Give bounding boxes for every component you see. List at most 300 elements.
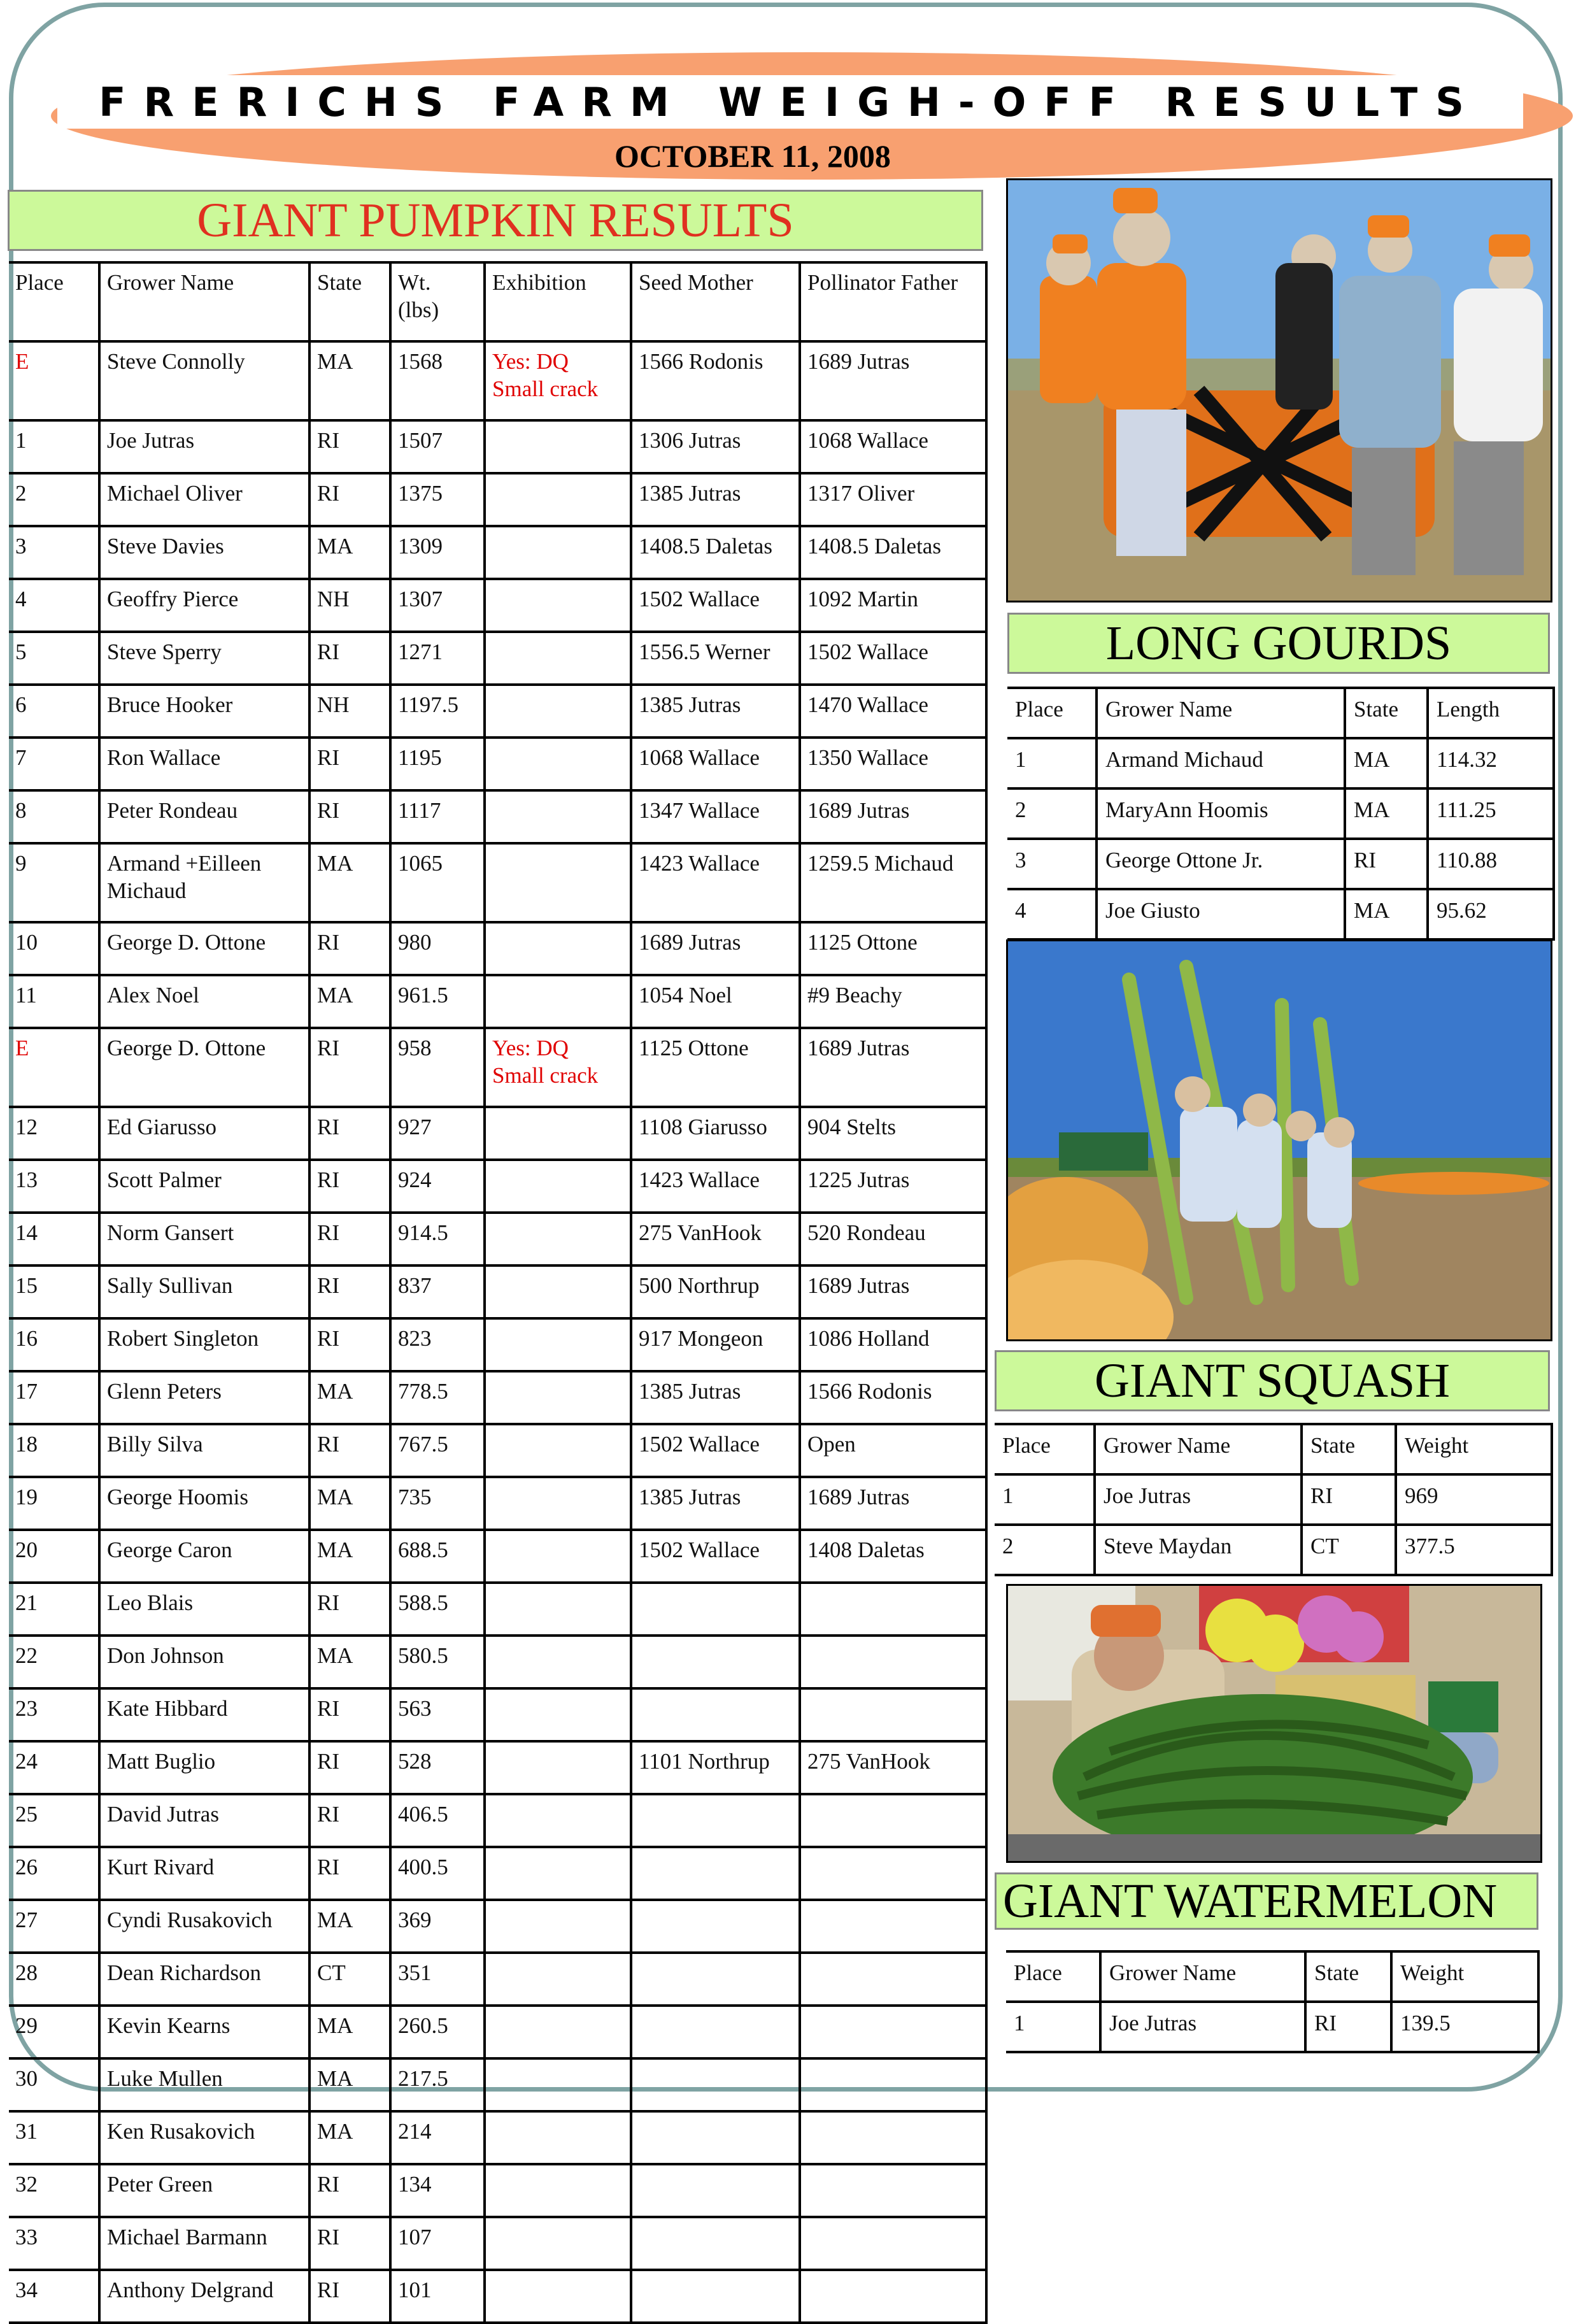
table-cell: 369 (390, 1900, 485, 1953)
table-cell: RI (309, 790, 390, 843)
table-row (9, 843, 986, 922)
table-cell: 1125 Ottone (631, 1028, 800, 1107)
table-cell (485, 685, 631, 738)
table-cell: Ron Wallace (99, 738, 309, 790)
table-cell: 1375 (390, 473, 485, 526)
table-row (9, 1371, 986, 1424)
table-cell: E (9, 1028, 99, 1107)
table-row (9, 1107, 986, 1160)
table-cell: 588.5 (390, 1583, 485, 1636)
table-cell: 924 (390, 1160, 485, 1213)
table-cell: #9 Beachy (800, 975, 986, 1028)
table-cell: CT (1302, 1525, 1396, 1575)
table-cell: RI (309, 1213, 390, 1265)
table-cell: 904 Stelts (800, 1107, 986, 1160)
table-cell (485, 1477, 631, 1530)
table-cell: MA (309, 526, 390, 579)
table-row (9, 1318, 986, 1371)
table-cell: 1101 Northrup (631, 1741, 800, 1794)
table-cell (485, 473, 631, 526)
table-cell: Joe Jutras (1095, 1474, 1302, 1525)
table-cell (631, 2270, 800, 2323)
table-row (9, 1583, 986, 1636)
table-row (9, 685, 986, 738)
table-cell: Cyndi Rusakovich (99, 1900, 309, 1953)
table-cell: 16 (9, 1318, 99, 1371)
table-cell (631, 1794, 800, 1847)
table-cell: 980 (390, 922, 485, 975)
table-cell (485, 1953, 631, 2006)
table-cell (485, 843, 631, 922)
table-header-row (1006, 1951, 1538, 2002)
table-cell: 31 (9, 2111, 99, 2164)
table-cell: 1259.5 Michaud (800, 843, 986, 922)
table-cell: 7 (9, 738, 99, 790)
table-header-row (9, 262, 986, 341)
table-row (9, 420, 986, 473)
table-cell: 1350 Wallace (800, 738, 986, 790)
table-cell: Anthony Delgrand (99, 2270, 309, 2323)
table-row (9, 975, 986, 1028)
table-cell: 563 (390, 1688, 485, 1741)
table-cell: 27 (9, 1900, 99, 1953)
table-row (9, 1530, 986, 1583)
table-cell: 1317 Oliver (800, 473, 986, 526)
table-cell: 1385 Jutras (631, 473, 800, 526)
table-cell (485, 922, 631, 975)
table-cell: 110.88 (1428, 839, 1554, 889)
table-cell: RI (309, 1583, 390, 1636)
table-cell: 1347 Wallace (631, 790, 800, 843)
table-row (9, 341, 986, 420)
table-cell: 139.5 (1391, 2002, 1538, 2052)
table-cell: 767.5 (390, 1424, 485, 1477)
gourds-section-title: LONG GOURDS (1007, 613, 1550, 674)
table-row (9, 1900, 986, 1953)
table-cell: 1068 Wallace (800, 420, 986, 473)
column-header: Place (1007, 688, 1097, 738)
table-cell: 1307 (390, 579, 485, 632)
table-cell (485, 738, 631, 790)
table-cell: NH (309, 579, 390, 632)
table-cell: MA (309, 1371, 390, 1424)
table-cell (485, 1847, 631, 1900)
table-cell (485, 2217, 631, 2270)
table-cell: 20 (9, 1530, 99, 1583)
table-cell: RI (1305, 2002, 1391, 2052)
table-cell: 961.5 (390, 975, 485, 1028)
table-cell: MA (309, 1530, 390, 1583)
table-cell: 1423 Wallace (631, 1160, 800, 1213)
table-cell (485, 420, 631, 473)
table-row (9, 922, 986, 975)
table-row (1007, 839, 1554, 889)
table-cell (800, 2217, 986, 2270)
table-row (9, 526, 986, 579)
table-cell (485, 2006, 631, 2058)
table-cell: 34 (9, 2270, 99, 2323)
table-cell: 1117 (390, 790, 485, 843)
table-cell: 10 (9, 922, 99, 975)
table-cell: 1 (1006, 2002, 1100, 2052)
table-cell (800, 1847, 986, 1900)
table-cell: 107 (390, 2217, 485, 2270)
table-row (9, 2217, 986, 2270)
column-header: State (1345, 688, 1428, 738)
table-row (9, 1688, 986, 1741)
table-cell: MA (309, 843, 390, 922)
table-cell (800, 1953, 986, 2006)
table-cell: RI (309, 1741, 390, 1794)
table-cell: 101 (390, 2270, 485, 2323)
table-cell: Armand Michaud (1097, 738, 1345, 788)
table-cell: MaryAnn Hoomis (1097, 788, 1345, 839)
table-cell: 1 (9, 420, 99, 473)
table-cell (631, 1688, 800, 1741)
table-cell (800, 1794, 986, 1847)
table-cell: RI (309, 1107, 390, 1160)
table-cell: RI (1302, 1474, 1396, 1525)
table-cell: MA (309, 2006, 390, 2058)
table-cell: RI (309, 1794, 390, 1847)
table-cell: 26 (9, 1847, 99, 1900)
table-cell: 1507 (390, 420, 485, 473)
table-cell: 1502 Wallace (800, 632, 986, 685)
table-cell: 914.5 (390, 1213, 485, 1265)
table-cell (631, 2058, 800, 2111)
table-cell: 111.25 (1428, 788, 1554, 839)
table-cell (631, 2111, 800, 2164)
table-cell: 351 (390, 1953, 485, 2006)
table-row (995, 1525, 1552, 1575)
table-cell: RI (309, 2217, 390, 2270)
table-cell: 9 (9, 843, 99, 922)
column-header: Place (9, 262, 99, 341)
table-cell: 1689 Jutras (800, 1028, 986, 1107)
column-header: State (1302, 1424, 1396, 1474)
table-cell: 1385 Jutras (631, 1371, 800, 1424)
table-cell: MA (309, 1900, 390, 1953)
table-cell: 1054 Noel (631, 975, 800, 1028)
table-cell: 1086 Holland (800, 1318, 986, 1371)
table-cell: Leo Blais (99, 1583, 309, 1636)
squash-section-title: GIANT SQUASH (995, 1350, 1550, 1411)
title-banner (57, 75, 1523, 129)
table-cell: 22 (9, 1636, 99, 1688)
table-cell: 927 (390, 1107, 485, 1160)
table-cell: Steve Connolly (99, 341, 309, 420)
table-cell: 1556.5 Werner (631, 632, 800, 685)
table-cell: George D. Ottone (99, 922, 309, 975)
table-cell: 8 (9, 790, 99, 843)
table-cell: Ken Rusakovich (99, 2111, 309, 2164)
table-cell (631, 1953, 800, 2006)
table-cell: 400.5 (390, 1847, 485, 1900)
table-cell: 1 (1007, 738, 1097, 788)
table-row (9, 2111, 986, 2164)
table-cell (800, 2006, 986, 2058)
table-cell: 500 Northrup (631, 1265, 800, 1318)
column-header: Grower Name (1100, 1951, 1305, 2002)
table-cell (800, 2270, 986, 2323)
table-cell: 1306 Jutras (631, 420, 800, 473)
table-cell: 2 (995, 1525, 1095, 1575)
table-cell: 1108 Giarusso (631, 1107, 800, 1160)
table-cell: 377.5 (1396, 1525, 1552, 1575)
table-cell (800, 2164, 986, 2217)
table-cell (631, 1900, 800, 1953)
table-cell: 3 (9, 526, 99, 579)
table-cell (485, 579, 631, 632)
table-row (9, 1847, 986, 1900)
table-cell: Michael Oliver (99, 473, 309, 526)
table-cell: Ed Giarusso (99, 1107, 309, 1160)
table-cell: RI (309, 473, 390, 526)
table-cell: David Jutras (99, 1794, 309, 1847)
table-cell: Joe Jutras (99, 420, 309, 473)
photo-giant-watermelon (1006, 1584, 1542, 1863)
table-cell: Kevin Kearns (99, 2006, 309, 2058)
table-row (9, 2058, 986, 2111)
table-row (9, 2164, 986, 2217)
table-cell: George Caron (99, 1530, 309, 1583)
table-cell: MA (1345, 788, 1428, 839)
table-cell: MA (309, 2058, 390, 2111)
photo-pumpkin-sling-crew (1006, 178, 1552, 602)
table-cell: 406.5 (390, 1794, 485, 1847)
table-row (9, 1741, 986, 1794)
table-cell (800, 1900, 986, 1953)
table-cell: 1408.5 Daletas (631, 526, 800, 579)
table-cell (631, 1583, 800, 1636)
table-cell (485, 975, 631, 1028)
table-cell: 1423 Wallace (631, 843, 800, 922)
table-cell: 688.5 (390, 1530, 485, 1583)
table-cell: Joe Jutras (1100, 2002, 1305, 2052)
table-cell: 1195 (390, 738, 485, 790)
table-cell: Don Johnson (99, 1636, 309, 1688)
table-cell: MA (1345, 738, 1428, 788)
table-row (9, 1953, 986, 2006)
table-cell (485, 2111, 631, 2164)
table-cell: 6 (9, 685, 99, 738)
table-cell: Yes: DQ Small crack (485, 341, 631, 420)
table-cell (485, 2164, 631, 2217)
table-cell: 1689 Jutras (800, 341, 986, 420)
table-row (9, 579, 986, 632)
table-cell: George Hoomis (99, 1477, 309, 1530)
table-cell: 217.5 (390, 2058, 485, 2111)
table-cell: Sally Sullivan (99, 1265, 309, 1318)
table-cell (800, 2058, 986, 2111)
table-cell: Matt Buglio (99, 1741, 309, 1794)
table-cell: E (9, 341, 99, 420)
table-cell: RI (309, 1424, 390, 1477)
table-cell (631, 1636, 800, 1688)
table-cell: Geoffry Pierce (99, 579, 309, 632)
table-cell (631, 2164, 800, 2217)
column-header: Seed Mother (631, 262, 800, 341)
table-cell: 275 VanHook (631, 1213, 800, 1265)
table-cell: 21 (9, 1583, 99, 1636)
column-header: Weight (1391, 1951, 1538, 2002)
table-cell (485, 526, 631, 579)
table-cell: 917 Mongeon (631, 1318, 800, 1371)
table-cell (485, 632, 631, 685)
table-cell (631, 1847, 800, 1900)
table-cell: 735 (390, 1477, 485, 1530)
table-cell: MA (309, 975, 390, 1028)
table-cell (485, 1107, 631, 1160)
table-cell: 1568 (390, 341, 485, 420)
table-row (1006, 2002, 1538, 2052)
table-cell: RI (309, 1688, 390, 1741)
column-header: Place (1006, 1951, 1100, 2002)
table-cell: Joe Giusto (1097, 889, 1345, 939)
table-cell: 23 (9, 1688, 99, 1741)
column-header: Grower Name (1095, 1424, 1302, 1474)
column-header: Wt. (lbs) (390, 262, 485, 341)
table-row (9, 790, 986, 843)
column-header: Place (995, 1424, 1095, 1474)
table-cell: 5 (9, 632, 99, 685)
table-header-row (995, 1424, 1552, 1474)
table-cell: 14 (9, 1213, 99, 1265)
table-row (9, 738, 986, 790)
table-cell (485, 2270, 631, 2323)
table-cell: 1271 (390, 632, 485, 685)
pumpkin-results-table (9, 261, 988, 2324)
table-cell: 29 (9, 2006, 99, 2058)
table-cell: RI (309, 420, 390, 473)
column-header: State (1305, 1951, 1391, 2002)
table-cell (485, 1583, 631, 1636)
table-cell: 3 (1007, 839, 1097, 889)
table-cell (485, 1636, 631, 1688)
table-cell: 4 (9, 579, 99, 632)
table-cell: 1566 Rodonis (800, 1371, 986, 1424)
table-cell: 25 (9, 1794, 99, 1847)
table-row (9, 1424, 986, 1477)
table-row (1007, 889, 1554, 939)
table-cell: Alex Noel (99, 975, 309, 1028)
table-cell: 2 (1007, 788, 1097, 839)
table-cell: 28 (9, 1953, 99, 2006)
table-cell: MA (309, 1477, 390, 1530)
photo-long-gourds (1006, 939, 1552, 1341)
table-cell: Steve Davies (99, 526, 309, 579)
table-cell: 114.32 (1428, 738, 1554, 788)
table-row (9, 1794, 986, 1847)
watermelon-section-title: GIANT WATERMELON (995, 1872, 1538, 1930)
table-cell: 11 (9, 975, 99, 1028)
table-cell: 1689 Jutras (631, 922, 800, 975)
table-cell: Steve Sperry (99, 632, 309, 685)
table-cell: RI (309, 922, 390, 975)
table-cell: 1197.5 (390, 685, 485, 738)
table-cell: MA (309, 2111, 390, 2164)
table-cell: 4 (1007, 889, 1097, 939)
table-cell: RI (309, 1265, 390, 1318)
giant-squash-table (995, 1423, 1553, 1576)
table-cell (485, 1794, 631, 1847)
table-cell (800, 1636, 986, 1688)
table-row (1007, 788, 1554, 839)
table-cell: 1 (995, 1474, 1095, 1525)
table-cell: 528 (390, 1741, 485, 1794)
table-cell: Billy Silva (99, 1424, 309, 1477)
table-cell: MA (1345, 889, 1428, 939)
table-cell: Bruce Hooker (99, 685, 309, 738)
table-cell (485, 1530, 631, 1583)
table-cell: 837 (390, 1265, 485, 1318)
column-header: Weight (1396, 1424, 1552, 1474)
table-cell: 1309 (390, 526, 485, 579)
table-cell (485, 1160, 631, 1213)
table-cell: RI (309, 1028, 390, 1107)
event-date: OCTOBER 11, 2008 (614, 138, 891, 174)
table-cell: RI (309, 1160, 390, 1213)
table-cell: 260.5 (390, 2006, 485, 2058)
table-cell: 1689 Jutras (800, 1477, 986, 1530)
table-cell (485, 1424, 631, 1477)
table-cell: 32 (9, 2164, 99, 2217)
table-cell: 1385 Jutras (631, 685, 800, 738)
table-cell: Armand +Eilleen Michaud (99, 843, 309, 922)
table-cell (485, 2058, 631, 2111)
table-row (9, 1477, 986, 1530)
table-cell: 1385 Jutras (631, 1477, 800, 1530)
table-cell: 95.62 (1428, 889, 1554, 939)
table-row (9, 473, 986, 526)
table-cell: 1502 Wallace (631, 579, 800, 632)
table-cell: MA (309, 341, 390, 420)
table-cell: RI (309, 632, 390, 685)
table-cell (485, 790, 631, 843)
table-row (9, 1213, 986, 1265)
long-gourds-table (1007, 687, 1555, 941)
table-cell (485, 1371, 631, 1424)
table-cell: MA (309, 1636, 390, 1688)
table-cell (485, 1213, 631, 1265)
table-cell: Kate Hibbard (99, 1688, 309, 1741)
table-cell: 1065 (390, 843, 485, 922)
page-title: FRERICHS FARM WEIGH-OFF RESULTS (99, 78, 1482, 125)
giant-watermelon-table (1006, 1950, 1540, 2053)
table-row (9, 2006, 986, 2058)
table-row (9, 1636, 986, 1688)
table-cell: 823 (390, 1318, 485, 1371)
pumpkin-section-title: GIANT PUMPKIN RESULTS (8, 190, 983, 251)
table-cell (485, 1741, 631, 1794)
table-cell: 1125 Ottone (800, 922, 986, 975)
table-cell: 12 (9, 1107, 99, 1160)
table-cell: 214 (390, 2111, 485, 2164)
table-cell: 2 (9, 473, 99, 526)
table-cell: RI (309, 1847, 390, 1900)
table-cell (631, 2006, 800, 2058)
column-header: State (309, 262, 390, 341)
table-cell: Kurt Rivard (99, 1847, 309, 1900)
table-cell: 1502 Wallace (631, 1424, 800, 1477)
table-cell: 275 VanHook (800, 1741, 986, 1794)
table-cell (800, 1688, 986, 1741)
table-cell: Michael Barmann (99, 2217, 309, 2270)
table-row (995, 1474, 1552, 1525)
table-cell: 1225 Jutras (800, 1160, 986, 1213)
table-cell (485, 1265, 631, 1318)
table-cell: 24 (9, 1741, 99, 1794)
